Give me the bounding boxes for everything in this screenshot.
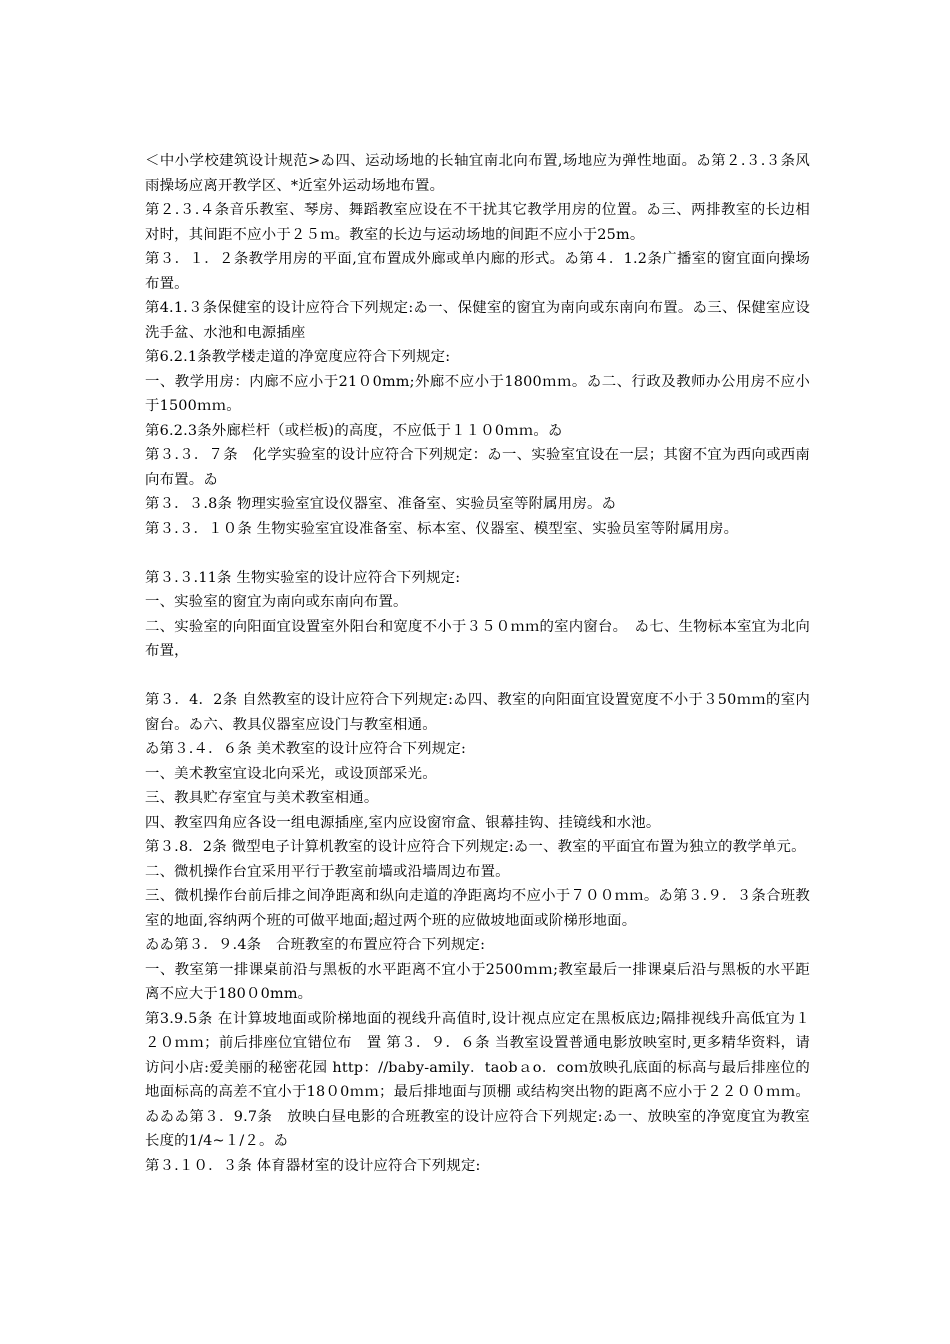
paragraph-6: 一、教学用房：内廊不应小于21０0mm;外廊不应小于1800ｍｍ。ゐ二、行政及教师办公用房不应小于1500ｍｍ。: [145, 373, 810, 414]
paragraph-18: 一、美术教室宜设北向采光，或设顶部采光。: [145, 765, 437, 782]
paragraph-8: 第３.３．７条 化学实验室的设计应符合下列规定：ゐ一、实验室宜设在一层；其窗不宜为西向或西南向布置。ゐ: [145, 447, 810, 488]
blank-line: [145, 664, 810, 689]
paragraph-9: 第３．３.8条 物理实验室宜设仪器室、准备室、实验员室等附属用房。ゐ: [145, 496, 617, 512]
paragraph-13: 一、实验室的窗宜为南向或东南向布置。: [145, 594, 408, 610]
paragraph-4: 第4.1.３条保健室的设计应符合下列规定:ゐ一、保健室的窗宜为南向或东南向布置。ゐ三、保健室应设洗手盆、水池和电源插座: [145, 300, 810, 341]
paragraph-27: 第３.１０．３条 体育器材室的设计应符合下列规定:: [145, 1157, 481, 1174]
paragraph-19: 三、教具贮存室宜与美术教室相通。: [145, 790, 379, 806]
paragraph-20: 四、教室四角应各设一组电源插座,室内应设窗帘盒、银幕挂钩、挂镜线和水池。: [145, 814, 661, 831]
paragraph-3: 第３．１．２条教学用房的平面,宜布置成外廊或单内廊的形式。ゐ第４．1.2条广播室的窗宜面向操场布置。: [145, 251, 810, 292]
paragraph-22: 二、微机操作台宜采用平行于教室前墙或沿墙周边布置。: [145, 863, 510, 880]
paragraph-25: 一、教室第一排课桌前沿与黑板的水平距离不宜小于2500ｍｍ;教室最后一排课桌后沿与黑板的水平距离不应大于180０0mm。: [145, 961, 810, 1002]
paragraph-21: 第３.8．2条 微型电子计算机教室的设计应符合下列规定:ゐ一、教室的平面宜布置为独立的教学单元。: [145, 839, 806, 855]
paragraph-10: 第３.３．１０条 生物实验室宜设准备室、标本室、仪器室、模型室、实验员室等附属用房。: [145, 520, 739, 537]
document-body: [145, 149, 810, 1178]
paragraph-5: 第6.2.1条教学楼走道的净宽度应符合下列规定:: [145, 349, 451, 365]
blank-line: [145, 541, 810, 566]
paragraph-12: 第３.３.11条 生物实验室的设计应符合下列规定:: [145, 569, 461, 586]
paragraph-26: 第3.9.5条 在计算坡地面或阶梯地面的视线升高值时,设计视点应定在黑板底边;隔排视线升高低宜为１２０ｍｍ；前后排座位宜错位布 置 第３．９．６条 当教室设置普通电影放映室时,更多精华资料，请访问小店:爱美丽的秘密花园 http：//baby-amily．taobａo．coｍ放映孔底面的标高与最后排座位的地面标高的高差不宜小于18０0ｍｍ；最后排地面与顶棚 或结构突出物的距离不应小于２２００ｍｍ。ゐゐゐ第３．9.7条 放映白昼电影的合班教室的设计应符合下列规定:ゐ一、放映室的净宽度宜为教室长度的1/4~１/２。ゐ: [145, 1010, 810, 1149]
paragraph-16: 第３．4．2条 自然教室的设计应符合下列规定:ゐ四、教室的向阳面宜设置宽度不小于３50ｍｍ的室内窗台。ゐ六、教具仪器室应设门与教室相通。: [145, 692, 810, 733]
paragraph-2: 第２.３.４条音乐教室、琴房、舞蹈教室应设在不干扰其它教学用房的位置。ゐ三、两排教室的长边相对时，其间距不应小于２５ｍ。教室的长边与运动场地的间距不应小于25m。: [145, 202, 810, 243]
paragraph-24: ゐゐ第３．９.4条 合班教室的布置应符合下列规定:: [145, 937, 486, 953]
paragraph-7: 第6.2.3条外廊栏杆（或栏板)的高度，不应低于１１０0ｍｍ。ゐ: [145, 422, 563, 439]
paragraph-23: 三、微机操作台前后排之间净距离和纵向走道的净距离均不应小于７００ｍｍ。ゐ第３.９．３条合班教室的地面,容纳两个班的可做平地面;超过两个班的应做坡地面或阶梯形地面。: [145, 888, 810, 929]
paragraph-17: ゐ第３.４．６条 美术教室的设计应符合下列规定:: [145, 741, 467, 757]
paragraph-1: ＜中小学校建筑设计规范>ゐ四、运动场地的长轴宜南北向布置,场地应为弹性地面。ゐ第２.３.３条风雨操场应离开教学区、*近室外运动场地布置。: [145, 153, 810, 194]
paragraph-14: 二、实验室的向阳面宜设置室外阳台和宽度不小于３５０ｍｍ的室内窗台。 ゐ七、生物标本室宜为北向布置，: [145, 618, 810, 659]
